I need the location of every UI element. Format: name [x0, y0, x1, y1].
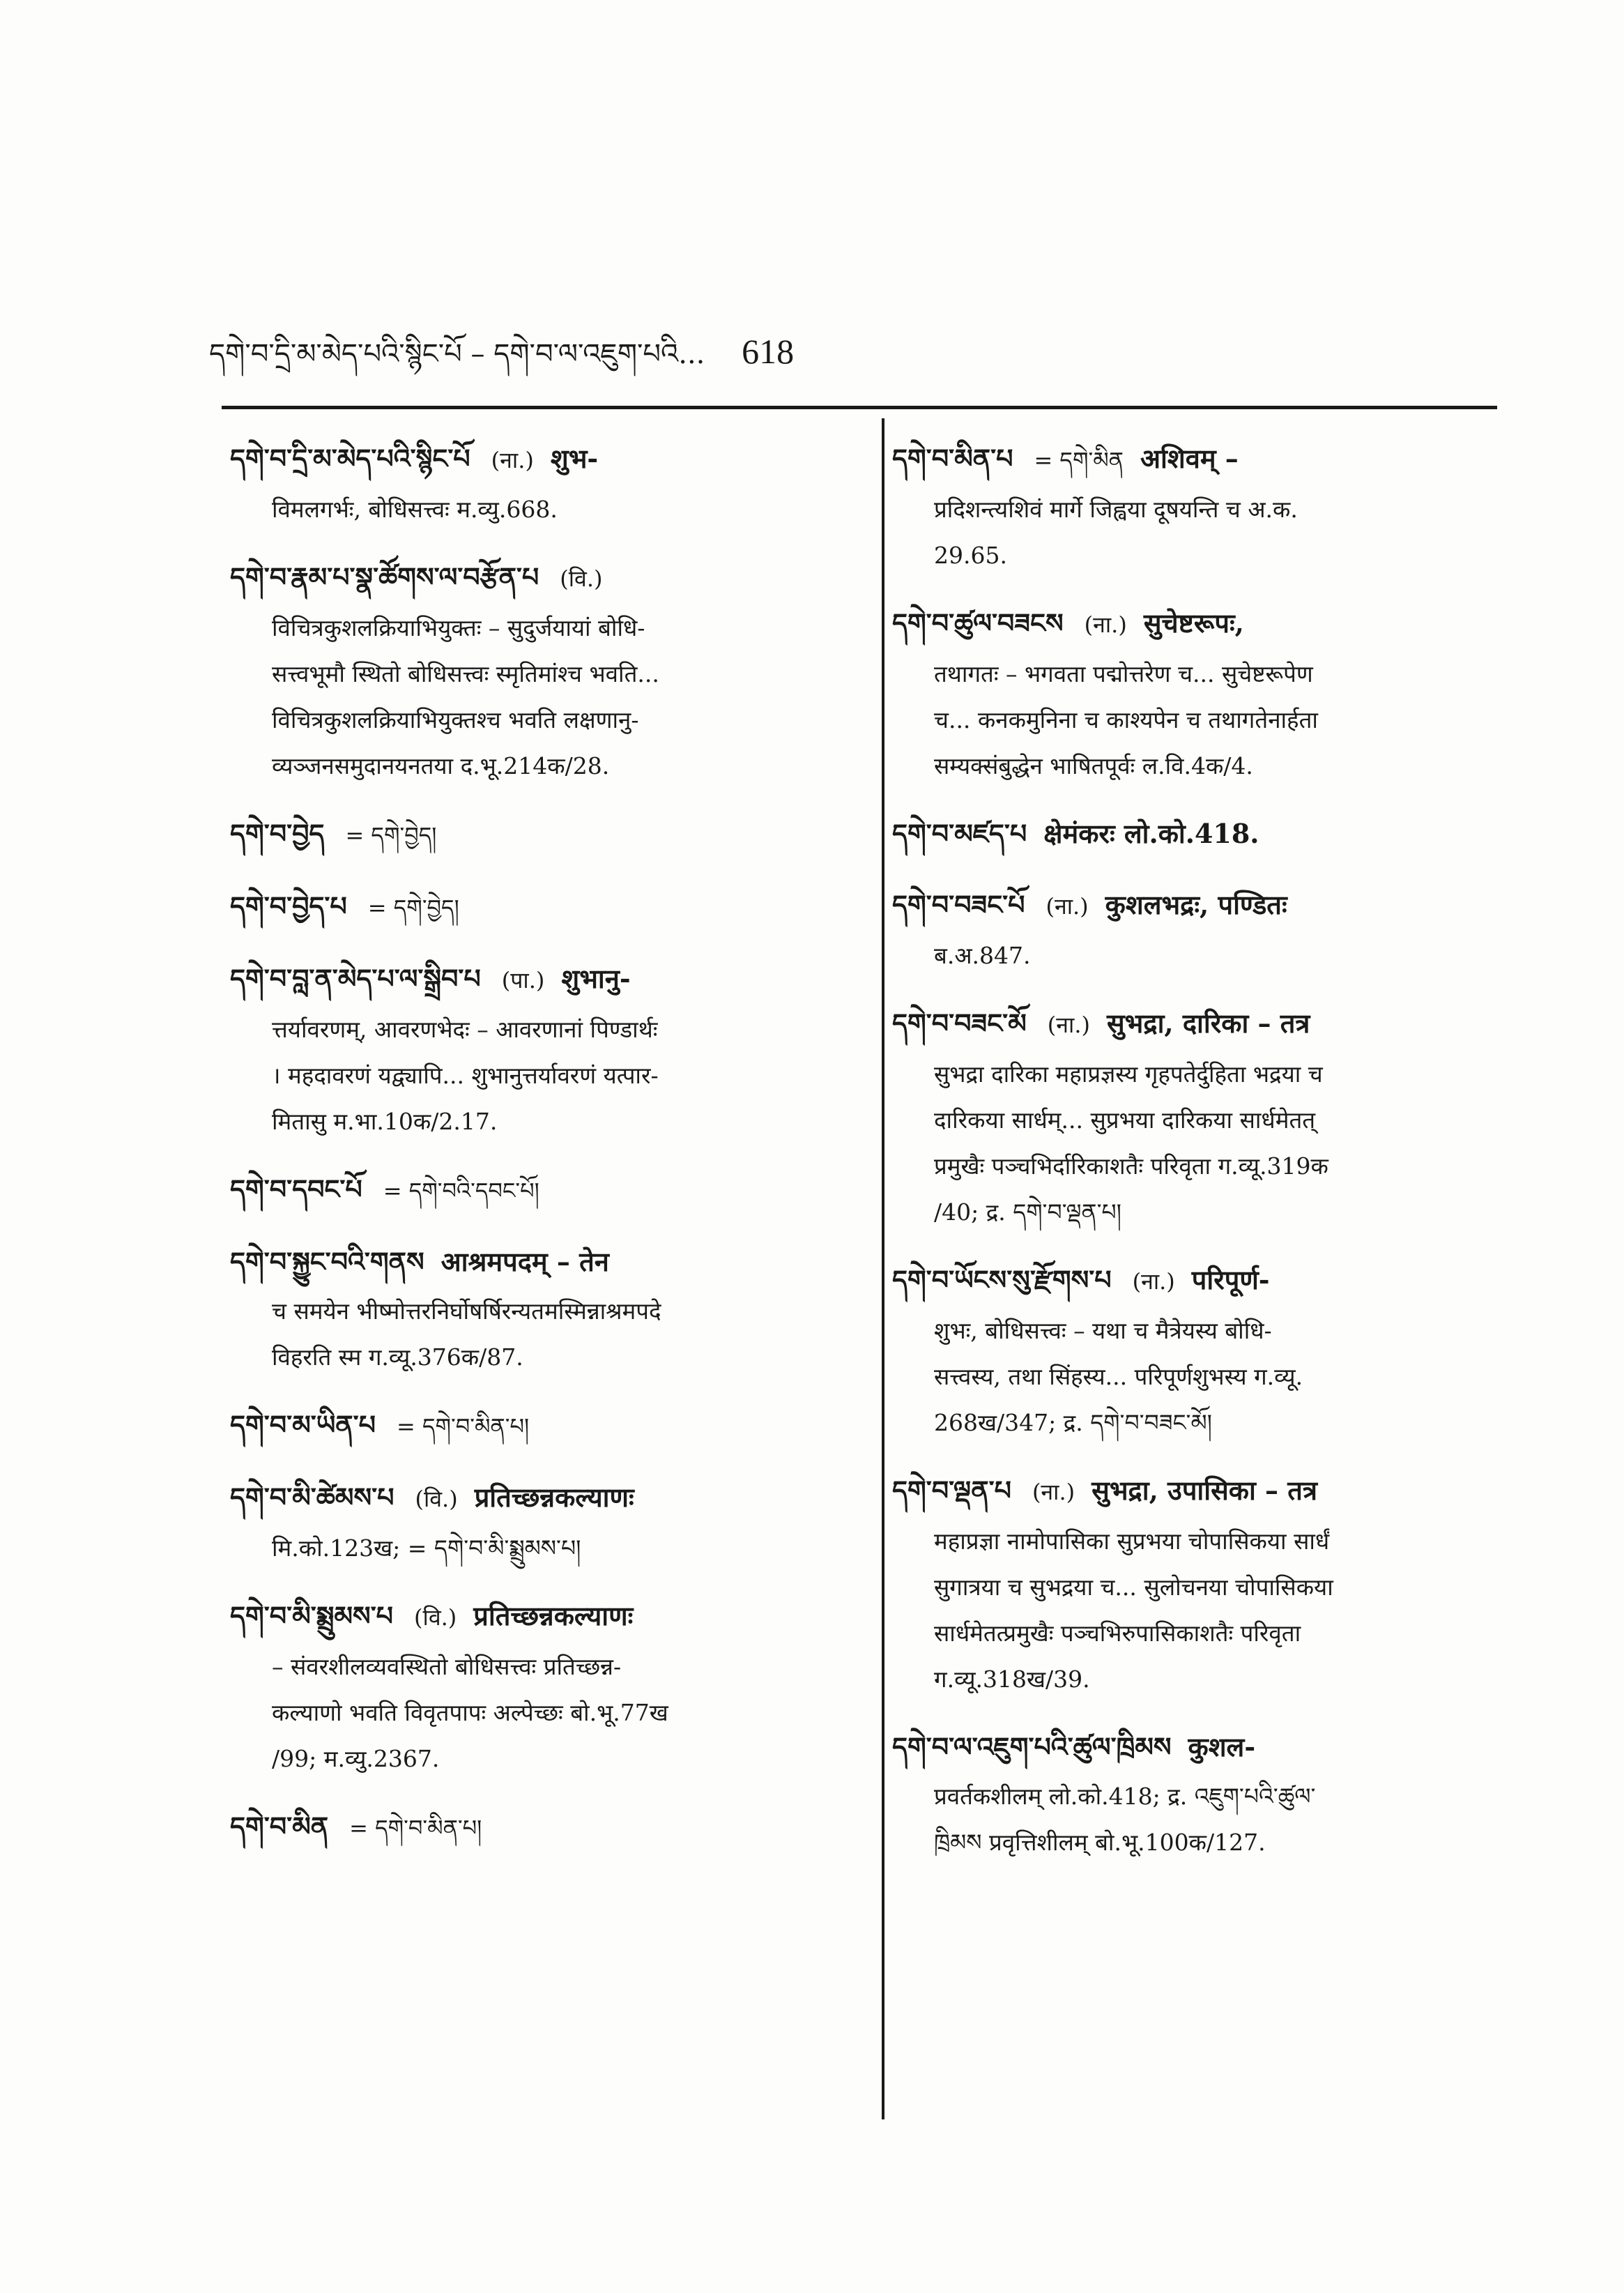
- headword: དགེ་བ་ལྡན་པ: [892, 1475, 1011, 1506]
- entry-text-line: महाप्रज्ञा नामोपासिका सुप्रभया चोपासिकया सार्धं: [934, 1528, 1330, 1555]
- entry-text-line: तथागतः – भगवता पद्मोत्तरेण च... सुचेष्टरूपेण: [934, 660, 1313, 687]
- entry-headword-line: [230, 1471, 843, 1525]
- headword: དགེ་བ་མི་ཚེམས་པ: [230, 1481, 394, 1513]
- headword: དགེ་བ་མི་སྨྲུམས་པ: [230, 1600, 394, 1631]
- dictionary-entry: [230, 432, 843, 533]
- entry-text-line: च... कनकमुनिना च काश्यपेन च तथागतेनार्हता: [934, 706, 1318, 733]
- entry-headword-line: [230, 432, 843, 487]
- entry-headword-line: [892, 432, 1506, 487]
- entry-text-line: त्तर्यावरणम्, आवरणभेदः – आवरणानां पिण्डार्थः: [272, 1016, 658, 1043]
- grammar-tag: (ना.): [1132, 1268, 1175, 1295]
- grammar-tag: = དགེ་བྱེད།: [345, 822, 437, 848]
- grammar-tag: (ना.): [1047, 1012, 1090, 1038]
- entry-headword-line: [230, 1399, 843, 1453]
- grammar-tag: = དགེ་བ་མིན་པ།: [396, 1413, 530, 1440]
- entry-text-line: 268ख/347; द्र. དགེ་བ་བཟང་མོ།: [934, 1409, 1212, 1436]
- header-rule: [222, 406, 1497, 409]
- entry-text-line: व्यञ्जनसमुदानयनतया द.भू.214क/28.: [272, 752, 610, 779]
- headword: དགེ་བ་བྱེད་པ: [230, 890, 347, 922]
- entry-text-line: विचित्रकुशलक्रियाभियुक्तश्च भवति लक्षणानु-: [272, 706, 639, 733]
- headword: དགེ་བ་བཟང་པོ: [892, 889, 1025, 920]
- headword: དགེ་བ་བྱེད: [230, 818, 325, 849]
- dictionary-entry: [230, 1399, 843, 1453]
- dictionary-entry: [892, 878, 1506, 979]
- dictionary-entry: [230, 952, 843, 1145]
- entry-headword-line: [230, 807, 843, 862]
- grammar-tag: (ना.): [1084, 611, 1127, 638]
- entry-text-line: विमलगर्भः, बोधिसत्त्वः म.व्यु.668.: [272, 496, 558, 523]
- grammar-tag: (ना.): [1045, 893, 1089, 920]
- grammar-tag: (ना.): [1032, 1479, 1075, 1505]
- entry-text-line: विहरति स्म ग.व्यू.376क/87.: [272, 1343, 523, 1371]
- entry-text-line: मि.को.123ख; = དགེ་བ་མི་སྨྲུམས་པ།: [272, 1534, 581, 1562]
- headword: དགེ་བ་དབང་པོ: [230, 1173, 362, 1205]
- dictionary-entry: [892, 1254, 1506, 1446]
- entry-text-line: ब.अ.847.: [934, 942, 1031, 969]
- entry-text-line: प्रवर्तकशीलम् लो.को.418; द्र. འཇུག་པའི་ཚུལ་: [934, 1783, 1316, 1810]
- entry-headword-line: [892, 1721, 1506, 1774]
- headword: དགེ་བ་ཡོངས་སུ་རྫོགས་པ: [892, 1264, 1112, 1295]
- entry-text-line: /40; द्र. དགེ་བ་ལྡན་པ།: [934, 1198, 1121, 1226]
- entry-headword-line: [892, 1464, 1506, 1518]
- sanskrit-equivalent: परिपूर्ण-: [1191, 1264, 1270, 1295]
- dictionary-entry: [230, 880, 843, 934]
- entry-text-line: प्रदिशन्त्यशिवं मार्गे जिह्वया दूषयन्ति च अ.क.: [934, 496, 1298, 523]
- entry-headword-line: [230, 1800, 843, 1854]
- grammar-tag: (पा.): [501, 967, 545, 993]
- entry-headword-line: [230, 952, 843, 1007]
- entry-headword-line: [230, 1590, 843, 1644]
- entry-text-line: प्रमुखैः पञ्चभिर्दारिकाशतैः परिवृता ग.व्यू.319क: [934, 1152, 1328, 1180]
- right-column: [892, 432, 1506, 1884]
- entry-text-line: सत्त्वस्य, तथा सिंहस्य... परिपूर्णशुभस्य ग.व्यू.: [934, 1363, 1303, 1390]
- sanskrit-equivalent: कुशल-: [1188, 1731, 1256, 1762]
- headword: དགེ་བ་རྣམ་པ་སྣ་ཚོགས་ལ་བརྩོན་པ: [230, 561, 539, 593]
- dictionary-entry: [892, 997, 1506, 1235]
- grammar-tag: (वि.): [414, 1604, 457, 1631]
- left-column: [230, 432, 843, 1873]
- entry-text-line: सुभद्रा दारिका महाप्रज्ञस्य गृहपतेर्दुहिता भद्रया च: [934, 1060, 1323, 1088]
- entry-text-line: मितासु म.भा.10क/2.17.: [272, 1108, 498, 1135]
- sanskrit-equivalent: अशिवम् –: [1140, 443, 1239, 474]
- sanskrit-equivalent: कुशलभद्रः, पण्डितः: [1105, 889, 1287, 920]
- dictionary-entry: [230, 1163, 843, 1217]
- dictionary-entry: [230, 551, 843, 789]
- headword: དགེ་བ་དྲི་མ་མེད་པའི་སྙིང་པོ: [230, 443, 470, 474]
- headword: དགེ་བ་མིན་པ: [892, 443, 1013, 474]
- entry-text-line: – संवरशीलव्यवस्थितो बोधिसत्त्वः प्रतिच्छन्न-: [272, 1653, 622, 1680]
- entry-text-line: कल्याणो भवति विवृतपापः अल्पेच्छः बो.भू.77ख: [272, 1699, 668, 1726]
- entry-headword-line: [230, 1163, 843, 1217]
- entry-headword-line: [892, 878, 1506, 933]
- entry-text-line: सार्धमेतत्प्रमुखैः पञ्चभिरुपासिकाशतैः परिवृता: [934, 1620, 1301, 1647]
- entry-text-line: । महदावरणं यद्व्यापि... शुभानुत्तर्यावरणं यत्पार-: [272, 1062, 659, 1089]
- sanskrit-equivalent: सुभद्रा, उपासिका – तत्र: [1091, 1475, 1317, 1506]
- sanskrit-equivalent: शुभानु-: [561, 963, 631, 994]
- entry-text-line: 29.65.: [934, 542, 1007, 569]
- dictionary-entry: [230, 1471, 843, 1571]
- entry-text-line: च समयेन भीष्मोत्तरनिर्घोषर्षिरन्यतमस्मिन्नाश्रमपदे: [272, 1297, 661, 1325]
- dictionary-entry: [230, 807, 843, 862]
- dictionary-entry: [892, 1464, 1506, 1702]
- headword: དགེ་བ་སྐྱུང་བའི་གནས: [230, 1246, 424, 1277]
- grammar-tag: (वि.): [560, 565, 603, 592]
- entry-text-line: सुगात्रया च सुभद्रया च... सुलोचनया चोपासिकया: [934, 1574, 1333, 1601]
- headword: དགེ་བ་བཟང་མོ: [892, 1007, 1027, 1039]
- entry-headword-line: [892, 1254, 1506, 1308]
- headword: དགེ་བ་ཚུལ་བཟངས: [892, 607, 1064, 639]
- entry-text-line: दारिकया सार्धम्... सुप्रभया दारिकया सार्धमेतत्: [934, 1106, 1316, 1134]
- dictionary-entry: [230, 1235, 843, 1380]
- headword: དགེ་བ་མིན: [230, 1811, 329, 1842]
- entry-text-line: सत्त्वभूमौ स्थितो बोधिसत्त्वः स्मृतिमांश्च भवति...: [272, 660, 659, 687]
- sanskrit-equivalent: सुभद्रा, दारिका – तत्र: [1106, 1007, 1310, 1039]
- dictionary-entry: [892, 1721, 1506, 1866]
- sanskrit-equivalent: सुचेष्टरूपः,: [1143, 607, 1244, 639]
- column-divider: [882, 418, 884, 2119]
- headword: དགེ་བ་མཛད་པ: [892, 818, 1027, 849]
- dictionary-entry: [230, 1590, 843, 1782]
- grammar-tag: (वि.): [415, 1486, 458, 1512]
- entry-text-line: सम्यक्संबुद्धेन भाषितपूर्वः ल.वि.4क/4.: [934, 752, 1253, 779]
- dictionary-entry: [892, 807, 1506, 860]
- entry-text-line: ཁྲིམས प्रवृत्तिशीलम् बो.भू.100क/127.: [934, 1829, 1266, 1856]
- headword: དགེ་བ་ལ་འཇུག་པའི་ཚུལ་ཁྲིམས: [892, 1731, 1172, 1762]
- entry-headword-line: [230, 551, 843, 605]
- grammar-tag: = དགེ་བའི་དབང་པོ།: [383, 1178, 539, 1204]
- entry-headword-line: [230, 1235, 843, 1288]
- entry-text-line: विचित्रकुशलक्रियाभियुक्तः – सुदुर्जयायां बोधि-: [272, 614, 645, 641]
- entry-text-line: /99; म.व्यु.2367.: [272, 1745, 440, 1772]
- grammar-tag: = དགེ་བྱེད།: [367, 894, 459, 921]
- page-number: 618: [742, 332, 795, 371]
- entry-headword-line: [892, 997, 1506, 1051]
- grammar-tag: (ना.): [491, 447, 534, 473]
- entry-text-line: शुभः, बोधिसत्त्वः – यथा च मैत्रेयस्य बोधि-: [934, 1317, 1272, 1344]
- sanskrit-equivalent: प्रतिच्छन्नकल्याणः: [474, 1481, 634, 1513]
- sanskrit-equivalent: आश्रमपदम् – तेन: [441, 1246, 609, 1277]
- entry-headword-line: [230, 880, 843, 934]
- headword: དགེ་བ་བླ་ན་མེད་པ་ལ་སྒྲིབ་པ: [230, 963, 481, 994]
- header-range: དགེ་བ་དྲི་མ་མེད་པའི་སྙིང་པོ – དགེ་བ་ལ་འཇུག་པའི...: [209, 338, 705, 370]
- dictionary-entry: [230, 1800, 843, 1854]
- headword: དགེ་བ་མ་ཡིན་པ: [230, 1409, 376, 1440]
- sanskrit-equivalent: प्रतिच्छन्नकल्याणः: [473, 1600, 634, 1631]
- entry-headword-line: [892, 807, 1506, 860]
- entry-text-line: ग.व्यू.318ख/39.: [934, 1666, 1090, 1693]
- dictionary-entry: [892, 432, 1506, 579]
- dictionary-entry: [892, 597, 1506, 789]
- running-header: [209, 322, 1450, 401]
- sanskrit-equivalent: क्षेमंकरः लो.को.418.: [1043, 818, 1259, 849]
- grammar-tag: = དགེ་མིན: [1034, 447, 1124, 473]
- grammar-tag: = དགེ་བ་མིན་པ།: [349, 1815, 482, 1841]
- sanskrit-equivalent: शुभ-: [550, 443, 599, 474]
- entry-headword-line: [892, 597, 1506, 651]
